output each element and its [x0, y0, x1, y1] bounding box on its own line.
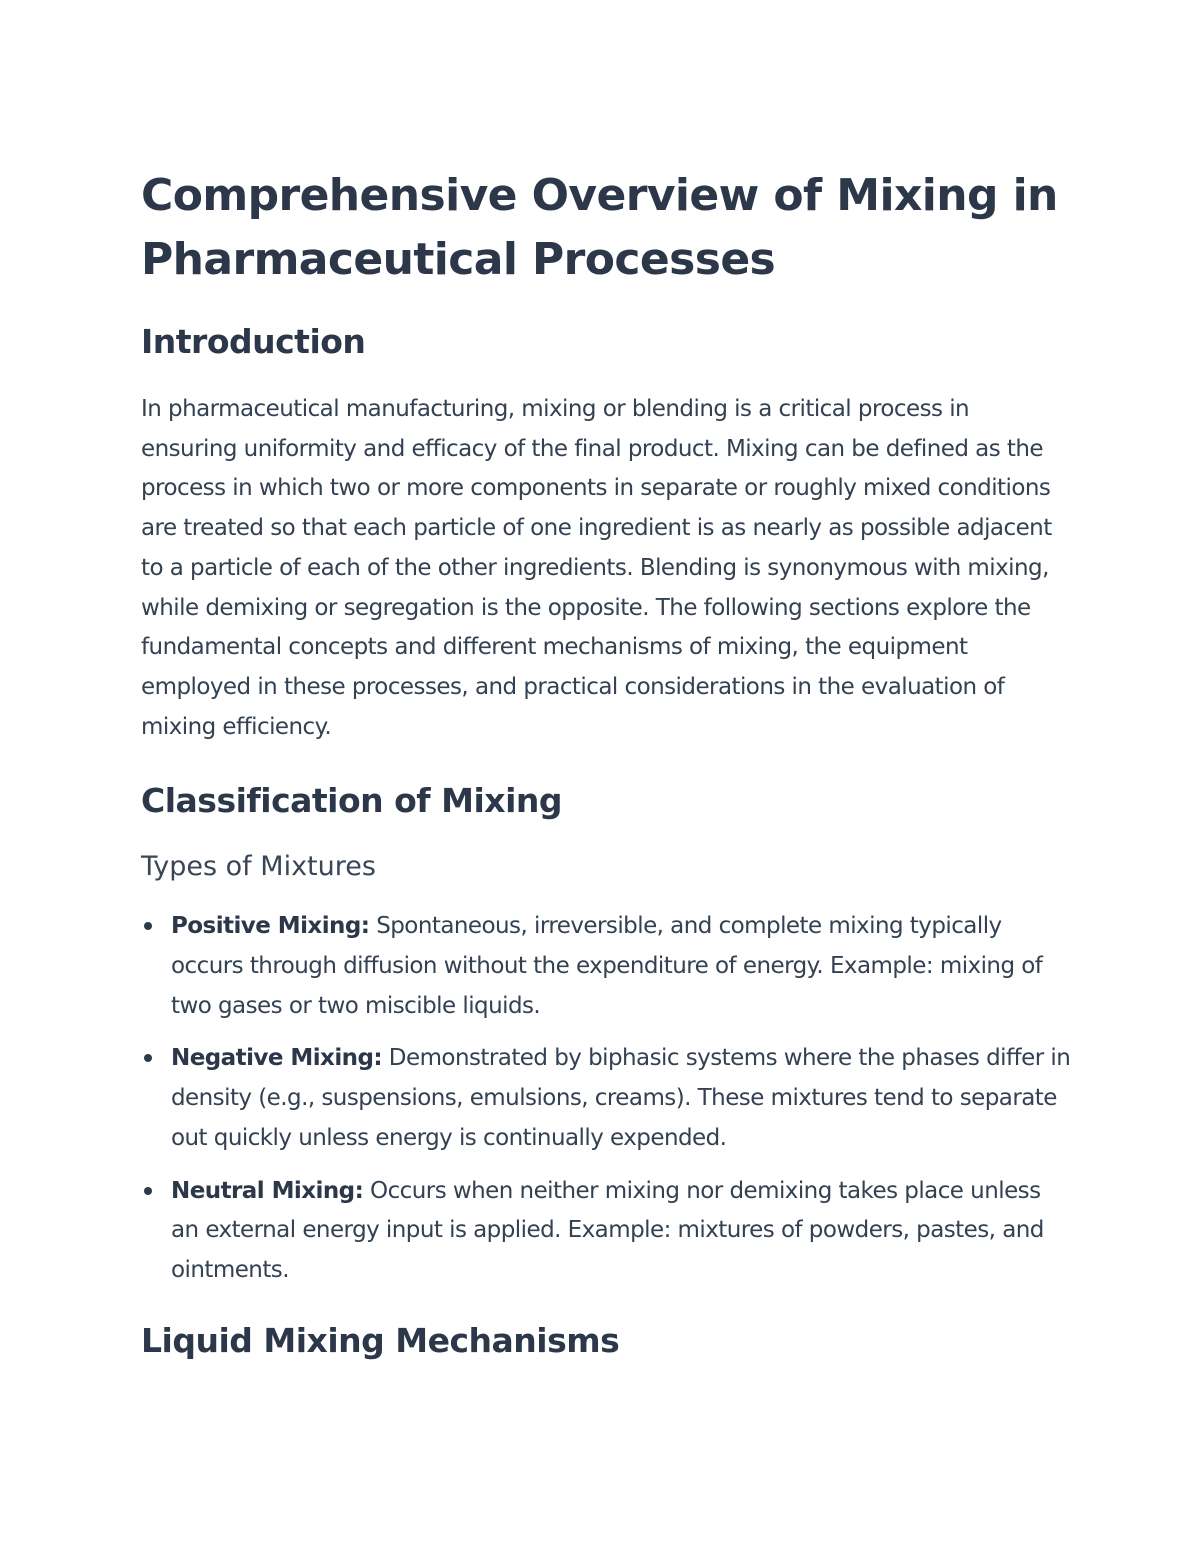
bullet-icon [144, 922, 152, 930]
list-item-positive-mixing [141, 907, 1071, 1026]
classification-section [141, 781, 1071, 1290]
types-of-mixtures-subheading: Types of Mixtures [141, 851, 376, 883]
bullet-icon [144, 1054, 152, 1062]
list-item-text: Spontaneous, irreversible, and complete mixing typically occurs through diffusion without the expenditure of energy. Example: mixing of two gases or two miscible liquids. [171, 913, 1043, 1019]
list-item-negative-mixing [141, 1039, 1071, 1158]
document-title: Comprehensive Overview of Mixing in Pharmaceutical Processes [141, 170, 1058, 285]
liquid-mixing-section [141, 1321, 1071, 1361]
introduction-paragraph: In pharmaceutical manufacturing, mixing or blending is a critical process in ensuring uniformity and efficacy of the final product. Mixing can be defined as the process in which two or more components in separate or roughly mixed conditions are treated so that each particle of one ingredient is as nearly as possible adjacent to a particle of each of the other ingredients. Blending is synonymous with mixing, while demixing or segregation is the opposite. The following sections explore the fundamental concepts and different mechanisms of mixing, the equipment employed in these processes, and practical considerations in the evaluation of mixing efficiency. [141, 396, 1052, 740]
liquid-mixing-heading: Liquid Mixing Mechanisms [141, 1320, 620, 1360]
list-item-text: Occurs when neither mixing nor demixing takes place unless an external energy input is applied. Example: mixtures of powders, pastes, and ointments. [171, 1177, 1044, 1283]
list-item-term: Positive Mixing: [171, 913, 370, 940]
bullet-icon [144, 1187, 152, 1195]
list-item-term: Neutral Mixing: [171, 1177, 364, 1204]
introduction-section [141, 322, 1071, 747]
list-item-term: Negative Mixing: [171, 1045, 383, 1072]
introduction-heading: Introduction [141, 322, 366, 361]
document-page [141, 164, 1071, 1389]
list-item-neutral-mixing [141, 1172, 1071, 1291]
list-item-text: Demonstrated by biphasic systems where the phases differ in density (e.g., suspensions, emulsions, creams). These mixtures tend to separate out quickly unless energy is continually expended. [171, 1045, 1071, 1151]
mixture-types-list [141, 907, 1071, 1290]
classification-heading: Classification of Mixing [141, 781, 563, 821]
